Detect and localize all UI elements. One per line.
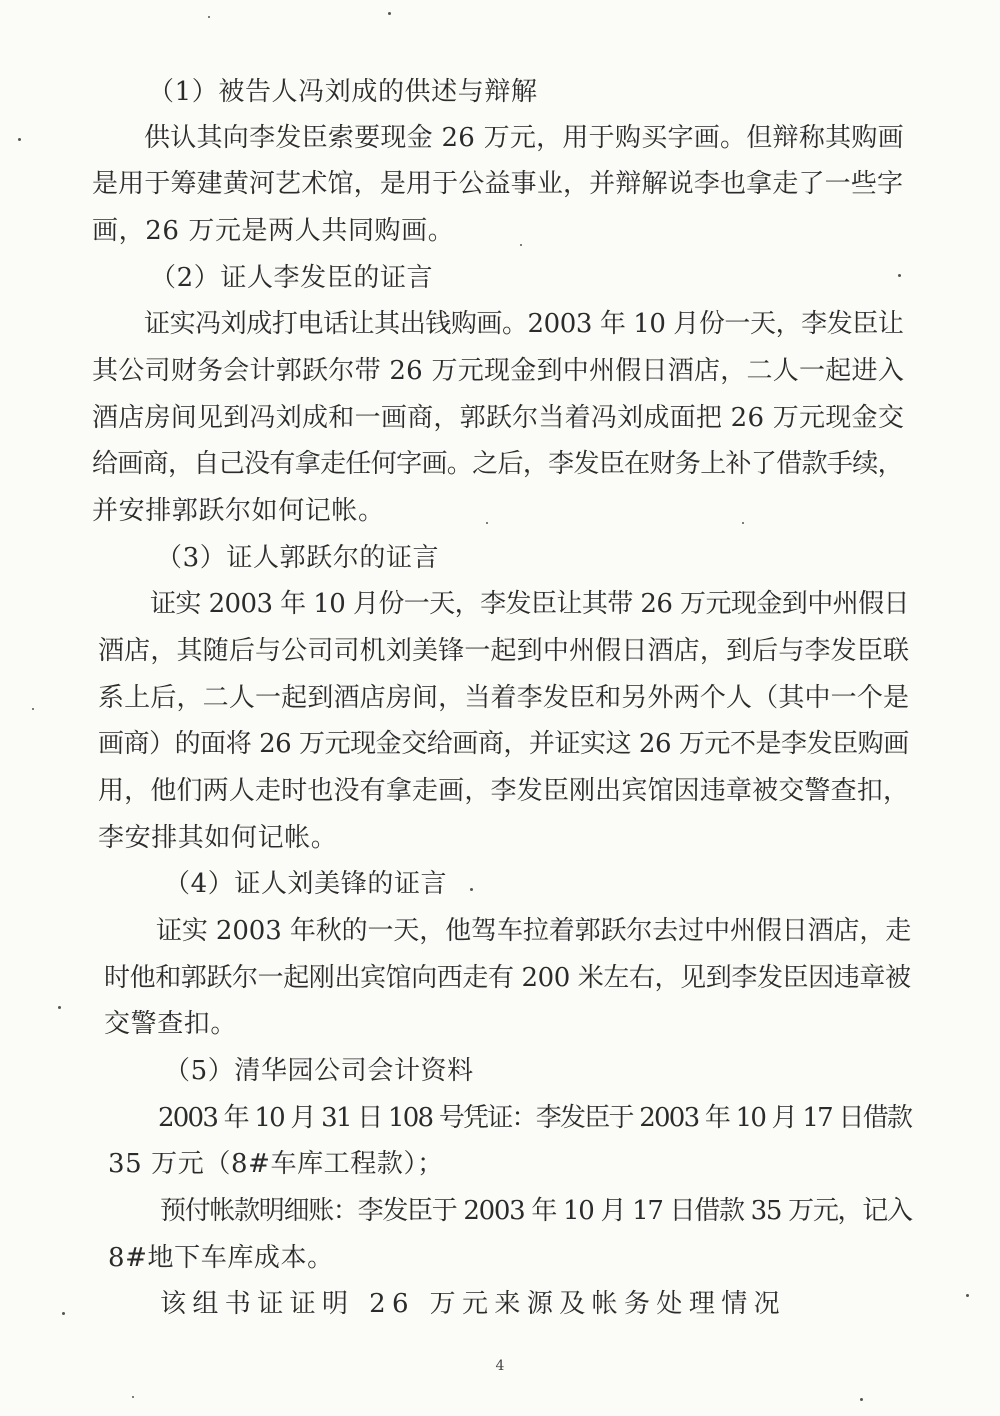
section-heading: （4）证人刘美锋的证言 [164, 869, 448, 899]
scan-speck [486, 522, 488, 524]
paragraph-line: 35 万元（8#车库工程款）； [108, 1149, 444, 1179]
paragraph-line: 李安排其如何记帐。 [98, 823, 338, 853]
scan-speck [520, 244, 522, 246]
paragraph-line: 酒店，其随后与公司司机刘美锋一起到中州假日酒店，到后与李发臣联 [98, 636, 910, 666]
paragraph-line: 预付帐款明细账：李发臣于 2003 年 10 月 17 日借款 35 万元，记入 [160, 1196, 912, 1226]
paragraph-line: 画商）的面将 26 万元现金交给画商，并证实这 26 万元不是李发臣购画 [98, 729, 909, 759]
section-heading: （5）清华园公司会计资料 [164, 1056, 474, 1086]
paragraph-line: 给画商，自己没有拿走任何字画。之后，李发臣在财务上补了借款手续， [92, 449, 903, 479]
section-heading: （2）证人李发臣的证言 [150, 263, 434, 293]
paragraph-line: 并安排郭跃尔如何记帐。 [92, 496, 385, 526]
paragraph-line: 8#地下车库成本。 [108, 1243, 334, 1273]
scan-speck [742, 522, 744, 524]
paragraph-line: 是用于筹建黄河艺术馆，是用于公益事业，并辩解说李也拿走了一些字 [92, 169, 904, 199]
scan-speck [966, 1294, 969, 1297]
scan-speck [32, 708, 34, 710]
page-number: 4 [495, 1358, 505, 1374]
paragraph-line: 画，26 万元是两人共同购画。 [92, 216, 455, 246]
paragraph-line: 交警查扣。 [104, 1009, 238, 1039]
scan-speck [18, 138, 21, 141]
section-heading: （3）证人郭跃尔的证言 [156, 543, 440, 573]
scan-speck [132, 1396, 134, 1398]
scan-speck [62, 1312, 65, 1315]
paragraph-line: 酒店房间见到冯刘成和一画商，郭跃尔当着冯刘成面把 26 万元现金交 [92, 403, 905, 433]
section-heading: （1）被告人冯刘成的供述与辩解 [148, 77, 538, 107]
paragraph-line: 该组书证证明 26 万元来源及帐务处理情况 [160, 1289, 787, 1319]
scan-speck [470, 888, 473, 891]
paragraph-line: 时他和郭跃尔一起刚出宾馆向西走有 200 米左右，见到李发臣因违章被 [104, 963, 911, 993]
paragraph-line: 证实 2003 年 10 月份一天，李发臣让其带 26 万元现金到中州假日 [150, 589, 909, 619]
paragraph-line: 系上后，二人一起到酒店房间，当着李发臣和另外两个人（其中一个是 [98, 683, 910, 713]
scan-speck [860, 1398, 863, 1401]
paragraph-line: 证实 2003 年秋的一天，他驾车拉着郭跃尔去过中州假日酒店，走 [156, 916, 912, 946]
paragraph-line: 其公司财务会计郭跃尔带 26 万元现金到中州假日酒店，二人一起进入 [92, 356, 905, 386]
scan-speck [388, 12, 391, 15]
paragraph-line: 证实冯刘成打电话让其出钱购画。2003 年 10 月份一天，李发臣让 [144, 309, 904, 339]
paragraph-line: 供认其向李发臣索要现金 26 万元，用于购买字画。但辩称其购画 [144, 123, 904, 153]
scan-speck [208, 16, 210, 18]
scan-speck [58, 1006, 61, 1009]
scan-speck [898, 274, 901, 277]
paragraph-line: 2003 年 10 月 31 日 108 号凭证：李发臣于 2003 年 10 月 17 日借款 [158, 1103, 912, 1133]
paragraph-line: 用，他们两人走时也没有拿走画，李发臣刚出宾馆因违章被交警查扣， [98, 776, 910, 806]
